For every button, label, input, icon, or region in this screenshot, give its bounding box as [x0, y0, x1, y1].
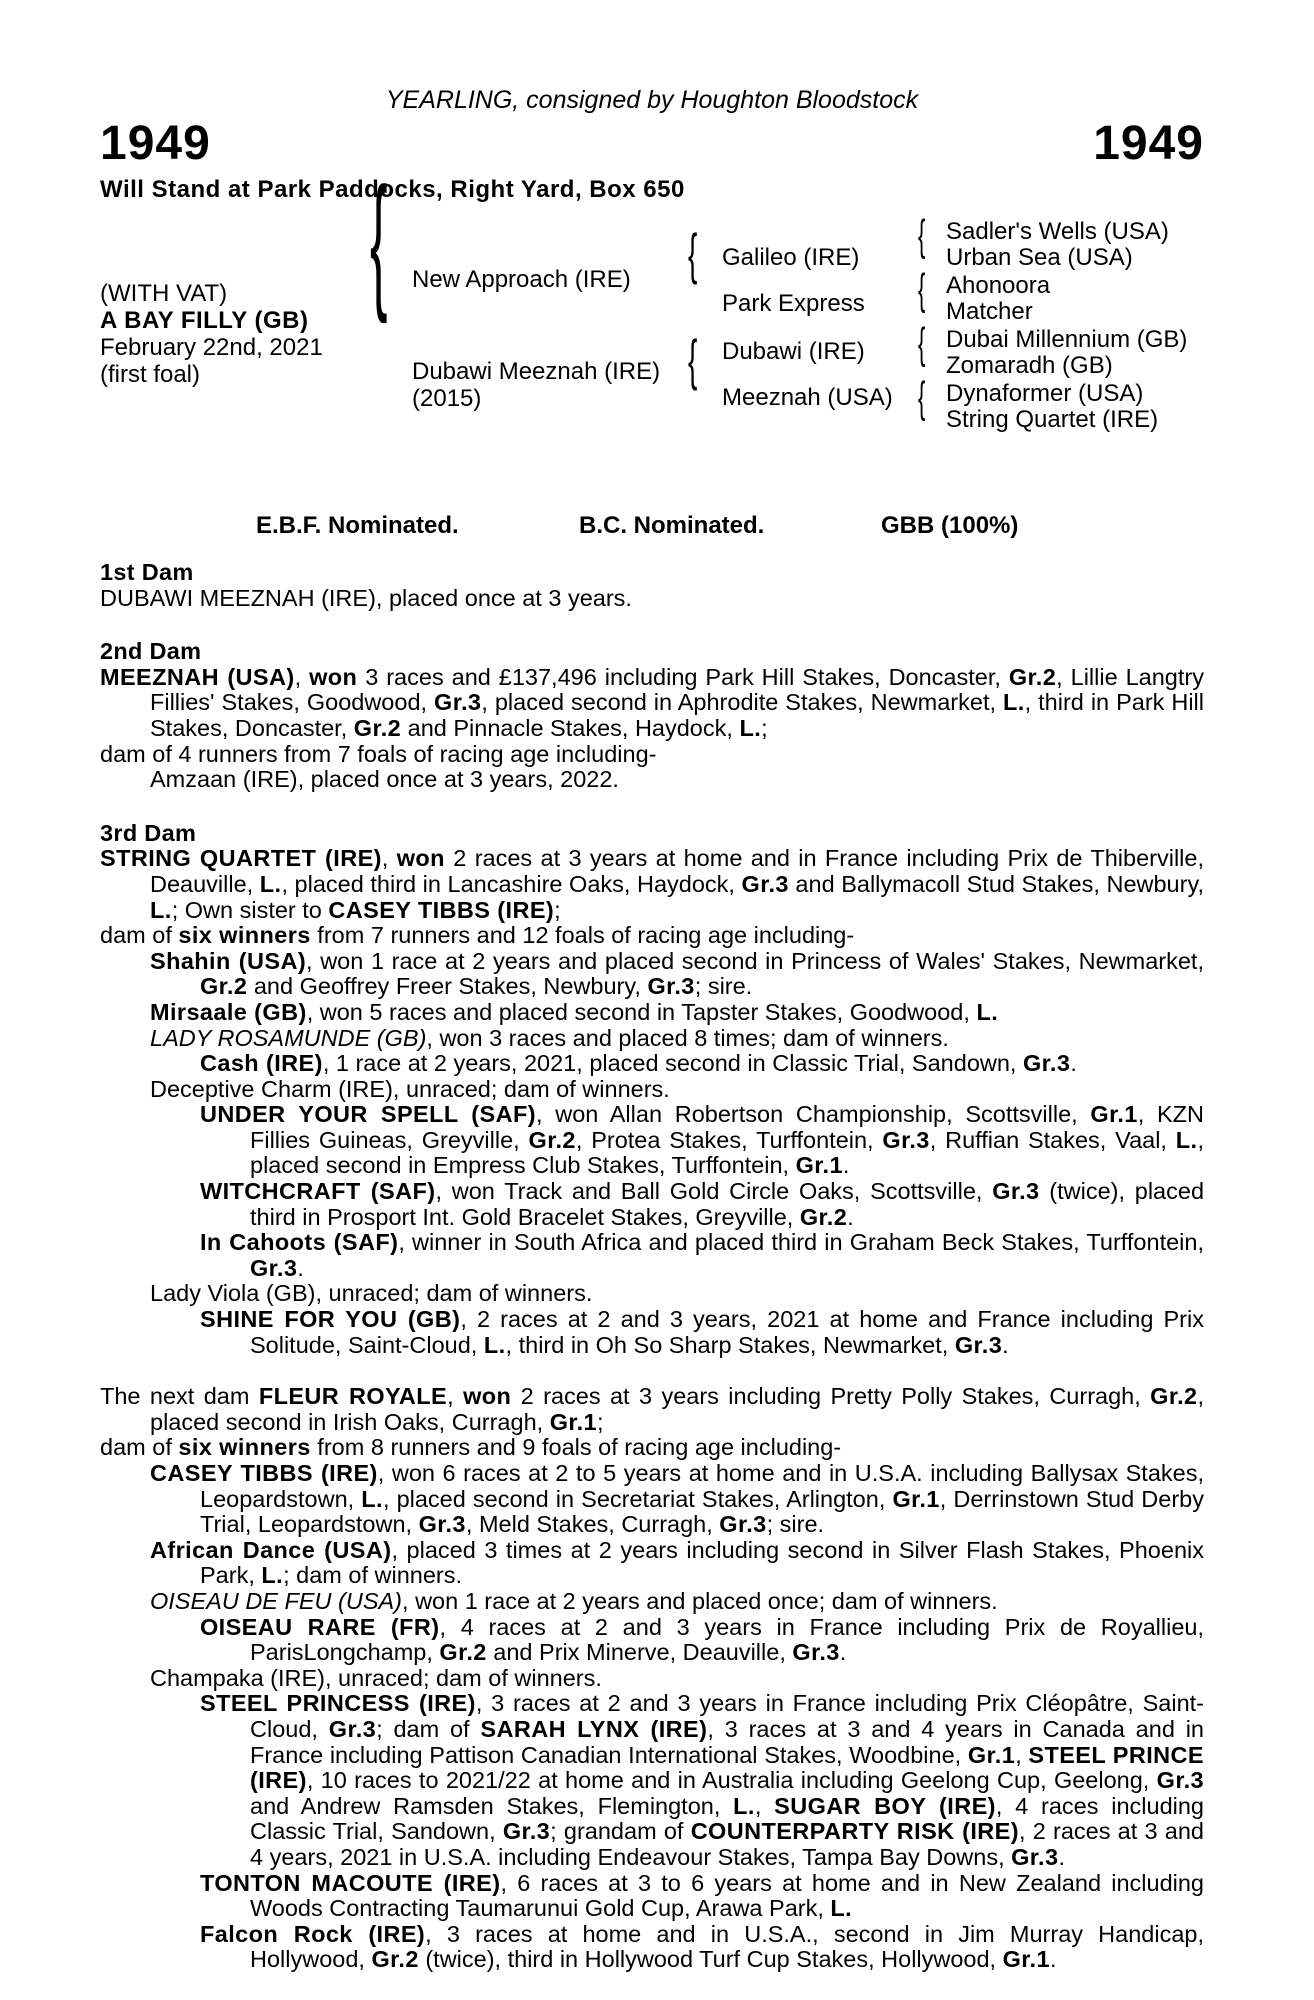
produce-record — [100, 560, 1204, 1973]
list-item: STEEL PRINCESS (IRE), 3 races at 2 and 3 years in France including Prix Cléopâtre, Saint-Cloud, Gr.3; dam of SARAH LYNX (IRE), 3 races at 3 and 4 years in Canada and in France including Pattison Canadian International Stakes, Woodbine, Gr.1, STEEL PRINCE (IRE), 10 races to 2021/22 at home and in Australia including Geelong Cup, Geelong, Gr.3 and Andrew Ramsden Stakes, Flemington, L., SUGAR BOY (IRE), 4 races including Classic Trial, Sandown, Gr.3; grandam of COUNTERPARTY RISK (IRE), 2 races at 3 and 4 years, 2021 in U.S.A. including Endeavour Stakes, Tampa Bay Downs, Gr.3. — [200, 1690, 1204, 1870]
bracket: { — [688, 222, 698, 285]
next-dam-text: The next dam FLEUR ROYALE, won 2 races at 3 years including Pretty Polly Stakes, Curragh, Gr.2, placed second in Irish Oaks, Curragh, Gr.1; — [100, 1383, 1205, 1435]
list-item: Deceptive Charm (IRE), unraced; dam of winners. — [150, 1075, 670, 1102]
dam-sire-sire: Dubai Millennium (GB) — [946, 326, 1188, 353]
list-item: In Cahoots (SAF), winner in South Africa and placed third in Graham Beck Stakes, Turffontein, Gr.3. — [200, 1229, 1204, 1281]
first-dam-heading: 1st Dam — [100, 559, 194, 585]
dam-dam-dam: String Quartet (IRE) — [946, 406, 1159, 433]
horse-dob: February 22nd, 2021 — [100, 334, 323, 361]
bracket: { — [688, 328, 698, 391]
list-item: Mirsaale (GB), won 5 races and placed second in Tapster Stakes, Goodwood, L. — [150, 998, 999, 1025]
third-dam-heading: 3rd Dam — [100, 819, 197, 846]
list-item: SHINE FOR YOU (GB), 2 races at 2 and 3 years, 2021 at home and France including Prix Solitude, Saint-Cloud, L., third in Oh So Sharp Stakes, Newmarket, Gr.3. — [200, 1306, 1204, 1358]
sire-sire: Galileo (IRE) — [722, 244, 860, 271]
gbb-rating: GBB (100%) — [881, 512, 1019, 539]
sire-dam-sire: Ahonoora — [946, 272, 1051, 299]
list-item: Amzaan (IRE), placed once at 3 years, 2022. — [150, 766, 619, 793]
sire-dam: Park Express — [722, 290, 865, 317]
list-item: Shahin (USA), won 1 race at 2 years and placed second in Princess of Wales' Stakes, Newmarket, Gr.2 and Geoffrey Freer Stakes, Newbury, Gr.3; sire. — [150, 947, 1204, 1000]
horse-name: A BAY FILLY (GB) — [100, 307, 309, 334]
list-item: UNDER YOUR SPELL (SAF), won Allan Robertson Championship, Scottsville, Gr.1, KZN Fillies Guineas, Greyville, Gr.2, Protea Stakes, Turffontein, Gr.3, Ruffian Stakes, Vaal, L., placed second in Empress Club Stakes, Turffontein, Gr.1. — [200, 1101, 1205, 1179]
list-item: OISEAU RARE (FR), 4 races at 2 and 3 years in France including Prix de Royallieu, ParisLongchamp, Gr.2 and Prix Minerve, Deauville, Gr.3. — [200, 1613, 1204, 1666]
list-item: OISEAU DE FEU (USA), won 1 race at 2 years and placed once; dam of winners. — [150, 1587, 998, 1614]
list-item: CASEY TIBBS (IRE), won 6 races at 2 to 5 years at home and in U.S.A. including Ballysax Stakes, Leopardstown, L., placed second in Secretariat Stakes, Arlington, Gr.1, Derrinstown Stud Derby Trial, Leopardstown, Gr.3, Meld Stakes, Curragh, Gr.3; sire. — [150, 1460, 1204, 1538]
dam-dam: Meeznah (USA) — [722, 384, 893, 411]
dam-year: (2015) — [412, 385, 482, 412]
dam-sire: Dubawi (IRE) — [722, 338, 865, 365]
sire-sire-sire: Sadler's Wells (USA) — [946, 218, 1169, 245]
third-dam-text: STRING QUARTET (IRE), won 2 races at 3 years at home and in France including Prix de Thiberville, Deauville, L., placed third in Lancashire Oaks, Haydock, Gr.3 and Ballymacoll Stud Stakes, Newbury, L.; Own sister to CASEY TIBBS (IRE); — [100, 845, 1204, 923]
bracket: { — [918, 265, 926, 314]
sire: New Approach (IRE) — [412, 266, 631, 293]
list-item: Falcon Rock (IRE), 3 races at home and in U.S.A., second in Jim Murray Handicap, Hollywood, Gr.2 (twice), third in Hollywood Turf Cup Stakes, Hollywood, Gr.1. — [200, 1920, 1205, 1973]
list-item: LADY ROSAMUNDE (GB), won 3 races and placed 8 times; dam of winners. — [150, 1024, 949, 1051]
list-item: Champaka (IRE), unraced; dam of winners. — [150, 1664, 602, 1691]
dam-sire-dam: Zomaradh (GB) — [946, 352, 1113, 379]
lot-number-left: 1949 — [100, 117, 211, 170]
second-dam-produce: dam of 4 runners from 7 foals of racing age including- — [100, 740, 657, 767]
list-item: TONTON MACOUTE (IRE), 6 races at 3 to 6 years at home and in New Zealand including Woods Contracting Taumarunui Gold Cup, Arawa Park, L. — [200, 1869, 1204, 1922]
bracket: { — [370, 156, 388, 324]
second-dam-text: MEEZNAH (USA), won 3 races and £137,496 including Park Hill Stakes, Doncaster, Gr.2, Lillie Langtry Fillies' Stakes, Goodwood, Gr.3, placed second in Aphrodite Stakes, Newmarket, L., third in Park Hill Stakes, Doncaster, Gr.2 and Pinnacle Stakes, Haydock, L.; — [100, 663, 1204, 741]
stand-location: Will Stand at Park Paddocks, Right Yard, Box 650 — [100, 176, 685, 203]
bc-nominated: B.C. Nominated. — [579, 512, 765, 539]
dam-dam-sire: Dynaformer (USA) — [946, 380, 1144, 407]
dam: Dubawi Meeznah (IRE) — [412, 358, 661, 385]
lot-number-right: 1949 — [1093, 117, 1204, 170]
bracket: { — [918, 211, 926, 260]
ebf-nominated: E.B.F. Nominated. — [256, 512, 459, 539]
list-item: WITCHCRAFT (SAF), won Track and Ball Gold Circle Oaks, Scottsville, Gr.3 (twice), placed third in Prosport Int. Gold Bracelet Stakes, Greyville, Gr.2. — [200, 1178, 1205, 1230]
first-dam-text: DUBAWI MEEZNAH (IRE), placed once at 3 years. — [100, 584, 632, 611]
sire-dam-dam: Matcher — [946, 298, 1033, 325]
list-item: Lady Viola (GB), unraced; dam of winners. — [150, 1280, 593, 1307]
list-item: Cash (IRE), 1 race at 2 years, 2021, placed second in Classic Trial, Sandown, Gr.3. — [200, 1050, 1077, 1077]
bracket: { — [918, 319, 926, 368]
foal-note: (first foal) — [100, 361, 201, 388]
consignment-line: YEARLING, consigned by Houghton Bloodstock — [385, 86, 919, 114]
third-dam-produce: dam of six winners from 7 runners and 12 foals of racing age including- — [100, 922, 855, 949]
second-dam-heading: 2nd Dam — [100, 638, 202, 665]
sire-sire-dam: Urban Sea (USA) — [946, 244, 1133, 271]
vat-note: (WITH VAT) — [100, 280, 228, 307]
bracket: { — [918, 373, 926, 422]
next-dam-produce: dam of six winners from 8 runners and 9 foals of racing age including- — [100, 1434, 842, 1461]
list-item: African Dance (USA), placed 3 times at 2 years including second in Silver Flash Stakes, Phoenix Park, L.; dam of winners. — [150, 1536, 1204, 1589]
